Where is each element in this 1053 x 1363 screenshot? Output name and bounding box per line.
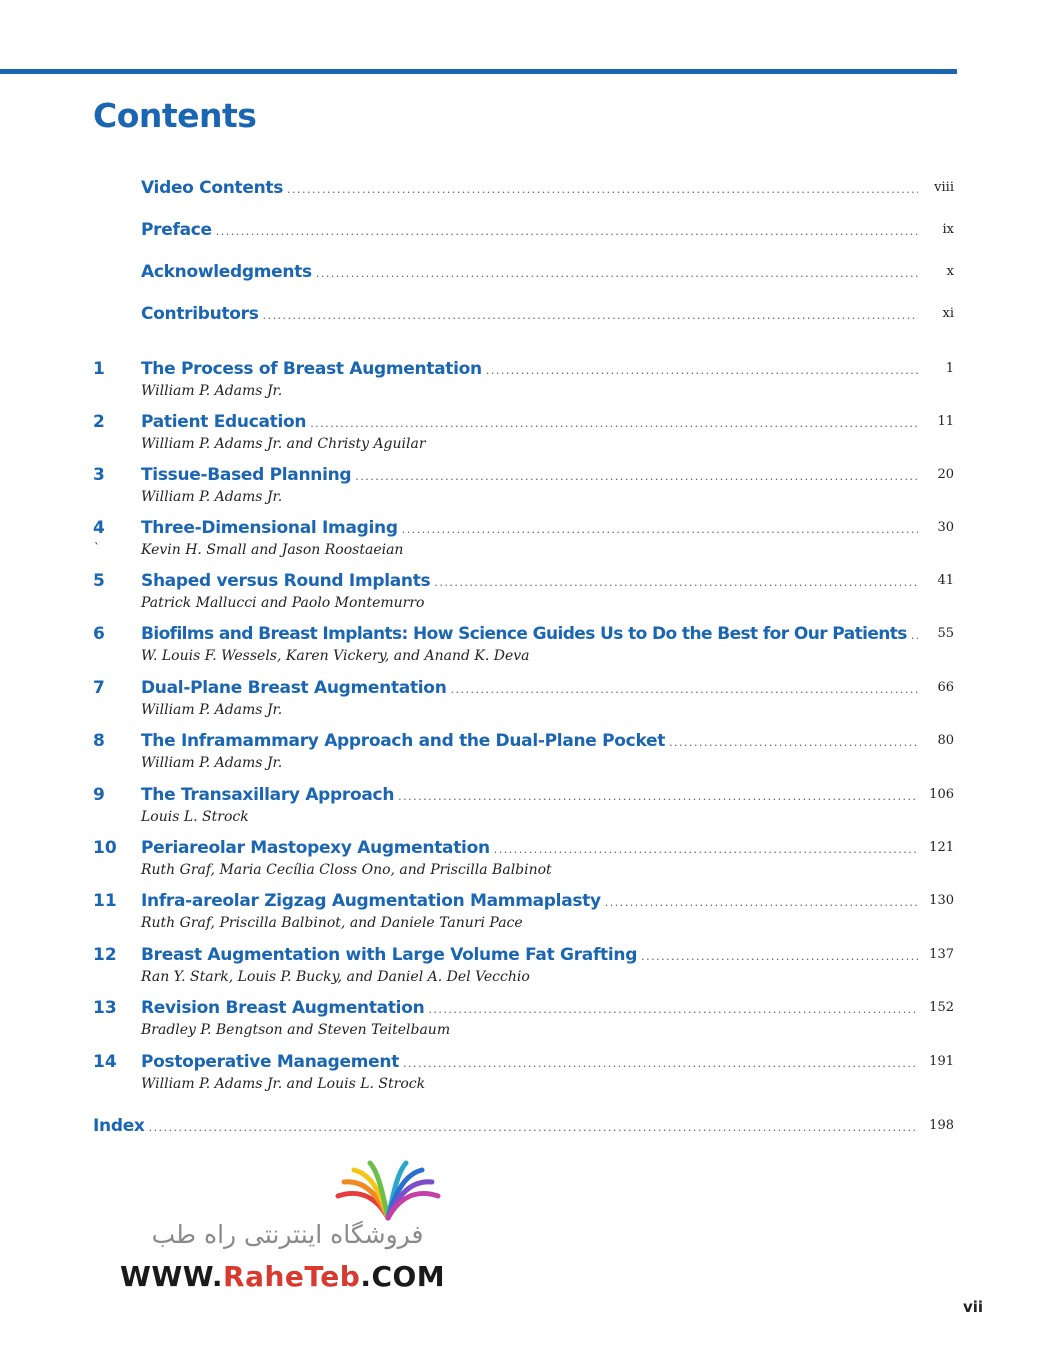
chapter-authors: Patrick Mallucci and Paolo Montemurro <box>141 595 425 611</box>
chapter-title[interactable]: The Transaxillary Approach <box>141 785 395 805</box>
chapter-title[interactable]: Postoperative Management <box>141 1052 400 1072</box>
watermark-url <box>120 1260 445 1293</box>
chapter-authors: Ruth Graf, Maria Cecília Closs Ono, and Priscilla Balbinot <box>141 862 552 878</box>
index-title[interactable]: Index <box>93 1116 145 1136</box>
dot-leader <box>263 303 918 327</box>
toc-page-number: 121 <box>929 840 954 855</box>
dot-leader <box>669 730 918 754</box>
toc-entry-title[interactable]: Acknowledgments <box>141 262 312 282</box>
chapter-title[interactable]: Dual-Plane Breast Augmentation <box>141 678 447 698</box>
chapter-number: 14 <box>93 1052 117 1072</box>
chapter-authors: William P. Adams Jr. and Louis L. Strock <box>141 1076 426 1092</box>
chapter-authors: Ruth Graf, Priscilla Balbinot, and Daniele Tanuri Pace <box>141 915 523 931</box>
chapter-number: 6 <box>93 624 105 644</box>
dot-leader <box>398 784 918 808</box>
toc-entry-contributors[interactable] <box>0 301 1053 327</box>
dot-leader <box>641 944 918 968</box>
toc-page-number: 137 <box>929 947 954 962</box>
chapter-title[interactable]: The Process of Breast Augmentation <box>141 359 482 379</box>
dot-leader <box>605 890 918 914</box>
chapter-number: 5 <box>93 571 105 591</box>
toc-chapter-10[interactable] <box>0 835 1053 861</box>
chapter-authors: William P. Adams Jr. and Christy Aguilar <box>141 436 426 452</box>
chapter-title[interactable]: Tissue-Based Planning <box>141 465 352 485</box>
toc-page-number: xi <box>942 306 954 321</box>
watermark-url-brand: RaheTeb <box>223 1260 361 1293</box>
toc-chapter-12[interactable] <box>0 942 1053 968</box>
dot-leader <box>149 1115 918 1139</box>
chapter-authors: William P. Adams Jr. <box>141 489 283 505</box>
toc-page-number: 55 <box>937 626 954 641</box>
toc-chapter-7[interactable] <box>0 675 1053 701</box>
toc-page-number: 198 <box>929 1118 954 1133</box>
toc-chapter-4[interactable] <box>0 515 1053 541</box>
toc-chapter-6[interactable] <box>0 621 1053 647</box>
top-rule <box>0 69 957 74</box>
toc-page-number: 30 <box>937 520 954 535</box>
chapter-number: 1 <box>93 359 105 379</box>
toc-page-number: 191 <box>929 1054 954 1069</box>
toc-chapter-9[interactable] <box>0 782 1053 808</box>
toc-entry-acknowledgments[interactable] <box>0 259 1053 285</box>
chapter-number: 8 <box>93 731 105 751</box>
chapter-number: 9 <box>93 785 105 805</box>
chapter-number: 2 <box>93 412 105 432</box>
dot-leader <box>216 219 918 243</box>
toc-chapter-13[interactable] <box>0 995 1053 1021</box>
stray-mark: ` <box>94 541 100 555</box>
dot-leader <box>287 177 918 201</box>
toc-page-number: ix <box>942 222 954 237</box>
chapter-number: 13 <box>93 998 117 1018</box>
chapter-authors: W. Louis F. Wessels, Karen Vickery, and Anand K. Deva <box>141 648 530 664</box>
dot-leader <box>451 677 919 701</box>
chapter-number: 10 <box>93 838 117 858</box>
toc-page-number: 80 <box>937 733 954 748</box>
chapter-authors: William P. Adams Jr. <box>141 383 283 399</box>
toc-chapter-8[interactable] <box>0 728 1053 754</box>
toc-entry-title[interactable]: Preface <box>141 220 212 240</box>
chapter-number: 11 <box>93 891 117 911</box>
dot-leader <box>310 411 918 435</box>
chapter-title[interactable]: Shaped versus Round Implants <box>141 571 431 591</box>
toc-entry-preface[interactable] <box>0 217 1053 243</box>
watermark-url-prefix: WWW. <box>120 1260 224 1293</box>
chapter-authors: Kevin H. Small and Jason Roostaeian <box>141 542 404 558</box>
toc-chapter-1[interactable] <box>0 356 1053 382</box>
toc-chapter-11[interactable] <box>0 888 1053 914</box>
toc-chapter-2[interactable] <box>0 409 1053 435</box>
toc-entry-title[interactable]: Contributors <box>141 304 259 324</box>
watermark-persian-text: فروشگاه اینترنتی راه طب <box>151 1220 424 1249</box>
toc-page-number: 11 <box>937 414 954 429</box>
chapter-title[interactable]: Three-Dimensional Imaging <box>141 518 398 538</box>
toc-page-number: 106 <box>929 787 954 802</box>
open-book-icon <box>332 1160 444 1222</box>
toc-chapter-14[interactable] <box>0 1049 1053 1075</box>
dot-leader <box>494 837 918 861</box>
chapter-number: 4 <box>93 518 105 538</box>
chapter-authors: William P. Adams Jr. <box>141 702 283 718</box>
toc-page-number: 66 <box>937 680 954 695</box>
toc-page-number: x <box>946 264 954 279</box>
dot-leader <box>355 464 918 488</box>
dot-leader <box>402 517 918 541</box>
chapter-title[interactable]: Periareolar Mastopexy Augmentation <box>141 838 490 858</box>
chapter-title[interactable]: Breast Augmentation with Large Volume Fat Grafting <box>141 945 638 965</box>
toc-page-number: 152 <box>929 1000 954 1015</box>
toc-page-number: 130 <box>929 893 954 908</box>
toc-entry-title[interactable]: Video Contents <box>141 178 284 198</box>
dot-leader <box>486 358 918 382</box>
page-number: vii <box>962 1298 983 1316</box>
chapter-number: 3 <box>93 465 105 485</box>
chapter-number: 12 <box>93 945 117 965</box>
toc-chapter-5[interactable] <box>0 568 1053 594</box>
chapter-title[interactable]: Revision Breast Augmentation <box>141 998 425 1018</box>
toc-page-number: 41 <box>937 573 954 588</box>
chapter-title[interactable]: Infra-areolar Zigzag Augmentation Mammaplasty <box>141 891 601 911</box>
chapter-title[interactable]: Biofilms and Breast Implants: How Science Guides Us to Do the Best for Our Patients <box>141 624 907 644</box>
toc-page-number: viii <box>934 180 954 195</box>
dot-leader <box>428 997 918 1021</box>
chapter-authors: Louis L. Strock <box>141 809 249 825</box>
chapter-number: 7 <box>93 678 105 698</box>
dot-leader <box>316 261 918 285</box>
toc-page-number: 1 <box>945 361 954 376</box>
chapter-authors: William P. Adams Jr. <box>141 755 283 771</box>
toc-entry-video-contents[interactable] <box>0 175 1053 201</box>
dot-leader <box>434 570 918 594</box>
chapter-authors: Ran Y. Stark, Louis P. Bucky, and Daniel A. Del Vecchio <box>141 969 530 985</box>
chapter-authors: Bradley P. Bengtson and Steven Teitelbaum <box>141 1022 451 1038</box>
chapter-title[interactable]: The Inframammary Approach and the Dual-Plane Pocket <box>141 731 666 751</box>
toc-page-number: 20 <box>937 467 954 482</box>
watermark-url-suffix: .COM <box>360 1260 446 1293</box>
toc-chapter-3[interactable] <box>0 462 1053 488</box>
chapter-title[interactable]: Patient Education <box>141 412 307 432</box>
page-title: Contents <box>93 96 257 135</box>
dot-leader <box>911 623 918 647</box>
dot-leader <box>403 1051 918 1075</box>
watermark <box>110 1160 460 1300</box>
toc-entry-index[interactable] <box>0 1113 1053 1139</box>
